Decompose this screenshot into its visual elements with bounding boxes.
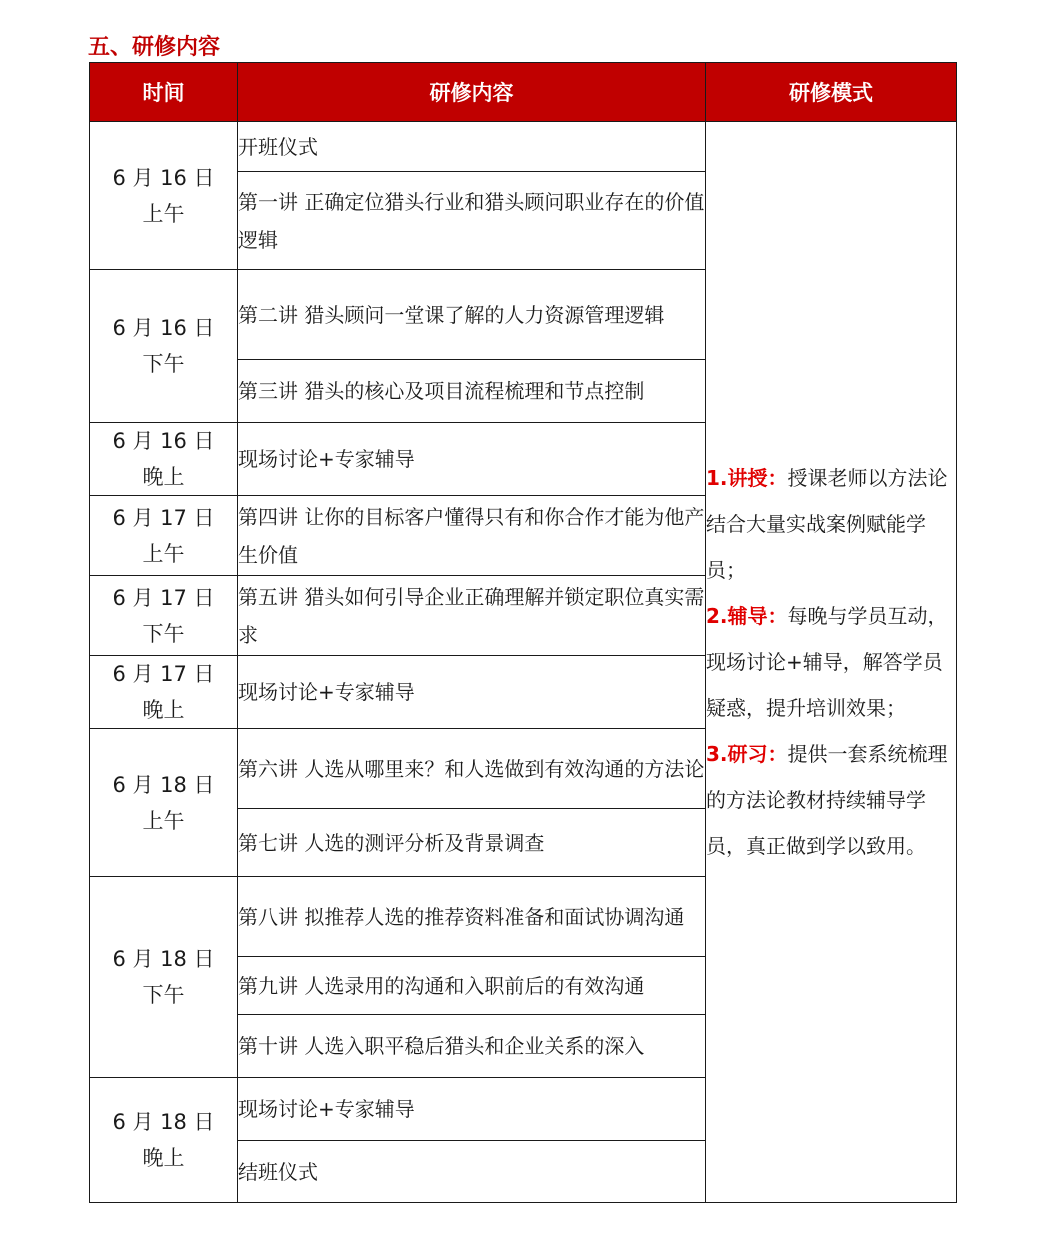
mode-item	[706, 455, 956, 593]
date-period: 晚上	[142, 465, 185, 489]
date-day: 6 月 16 日	[112, 429, 215, 453]
schedule-table	[89, 62, 957, 1203]
content-cell: 第八讲 拟推荐人选的推荐资料准备和面试协调沟通	[238, 877, 706, 957]
mode-cell	[706, 122, 957, 1203]
content-cell: 第九讲 人选录用的沟通和入职前后的有效沟通	[238, 957, 706, 1015]
mode-item	[706, 731, 956, 869]
mode-text: 每晚与学员互动，现场讨论+辅导，解答学员疑惑，提升培训效果；	[706, 604, 948, 720]
date-day: 6 月 17 日	[112, 662, 215, 686]
date-cell	[90, 729, 238, 877]
content-cell: 第十讲 人选入职平稳后猎头和企业关系的深入	[238, 1015, 706, 1078]
header-mode: 研修模式	[706, 63, 957, 122]
header-time: 时间	[90, 63, 238, 122]
content-cell: 第四讲 让你的目标客户懂得只有和你合作才能为他产生价值	[238, 496, 706, 576]
table-header-row	[90, 63, 957, 122]
content-cell: 第六讲 人选从哪里来？和人选做到有效沟通的方法论	[238, 729, 706, 809]
date-period: 上午	[142, 201, 185, 226]
date-day: 6 月 16 日	[112, 316, 215, 340]
mode-label: 2.辅导：	[706, 604, 788, 628]
section-title: 五、研修内容	[88, 35, 221, 60]
mode-label: 3.研习：	[706, 742, 788, 766]
content-cell: 现场讨论+专家辅导	[238, 1078, 706, 1141]
table-row	[90, 122, 957, 172]
date-cell	[90, 122, 238, 270]
mode-label: 1.讲授：	[706, 466, 788, 490]
date-cell	[90, 656, 238, 729]
content-cell: 第七讲 人选的测评分析及背景调查	[238, 809, 706, 877]
content-cell: 现场讨论+专家辅导	[238, 656, 706, 729]
content-cell: 第三讲 猎头的核心及项目流程梳理和节点控制	[238, 360, 706, 423]
mode-text: 授课老师以方法论结合大量实战案例赋能学员；	[706, 466, 948, 582]
date-cell	[90, 576, 238, 656]
date-period: 下午	[142, 983, 185, 1007]
content-cell: 第五讲 猎头如何引导企业正确理解并锁定职位真实需求	[238, 576, 706, 656]
date-period: 下午	[142, 352, 185, 376]
mode-text: 提供一套系统梳理的方法论教材持续辅导学员，真正做到学以致用。	[706, 742, 948, 858]
date-cell	[90, 423, 238, 496]
date-day: 6 月 18 日	[112, 947, 215, 971]
content-cell: 结班仪式	[238, 1141, 706, 1203]
date-cell	[90, 877, 238, 1078]
date-period: 晚上	[142, 1146, 185, 1170]
date-period: 晚上	[142, 698, 185, 722]
date-day: 6 月 17 日	[112, 505, 215, 530]
date-day: 6 月 18 日	[112, 1110, 215, 1134]
content-cell: 第一讲 正确定位猎头行业和猎头顾问职业存在的价值逻辑	[238, 172, 706, 270]
date-day: 6 月 16 日	[112, 165, 215, 190]
date-cell	[90, 496, 238, 576]
date-period: 上午	[142, 808, 185, 833]
content-cell: 现场讨论+专家辅导	[238, 423, 706, 496]
content-cell: 第二讲 猎头顾问一堂课了解的人力资源管理逻辑	[238, 270, 706, 360]
date-day: 6 月 18 日	[112, 772, 215, 797]
date-cell	[90, 270, 238, 423]
mode-item	[706, 593, 956, 731]
date-period: 上午	[142, 541, 185, 566]
content-cell: 开班仪式	[238, 122, 706, 172]
date-period: 下午	[142, 621, 185, 646]
date-cell	[90, 1078, 238, 1203]
date-day: 6 月 17 日	[112, 585, 215, 610]
header-content: 研修内容	[238, 63, 706, 122]
